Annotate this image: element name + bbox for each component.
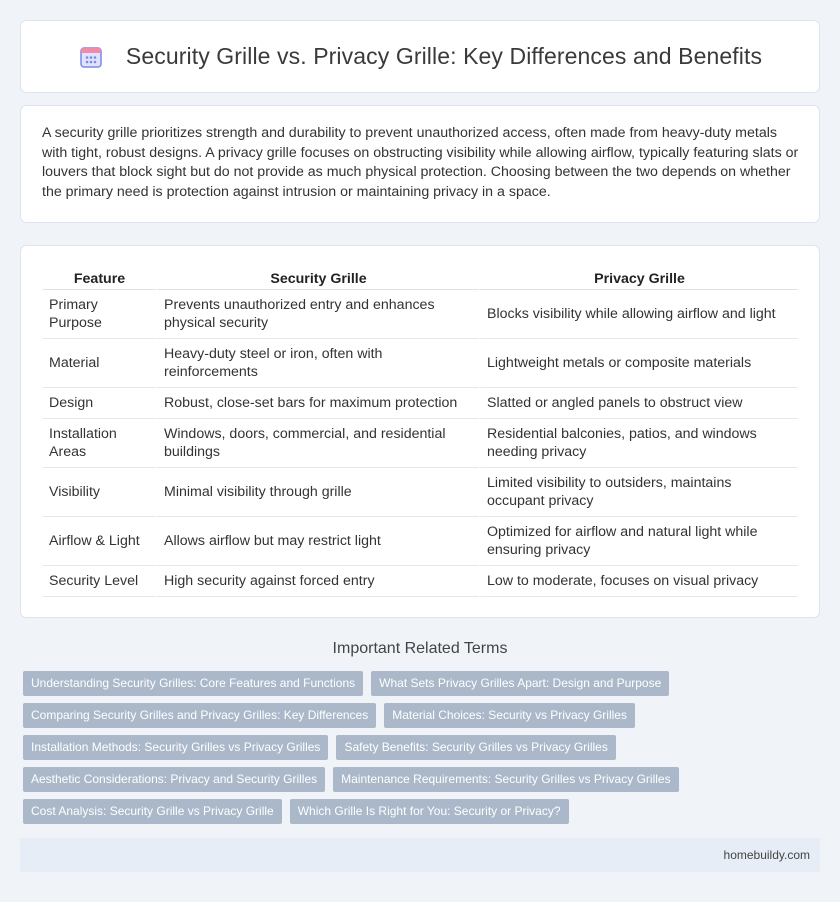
comparison-table <box>43 266 798 597</box>
feature-cell: Visibility <box>43 468 156 517</box>
table-row <box>43 290 798 339</box>
privacy-cell: Slatted or angled panels to obstruct view <box>479 388 798 419</box>
intro-paragraph: A security grille prioritizes strength and durability to prevent unauthorized access, often made from heavy-duty metals with tight, robust designs. A privacy grille focuses on obstructing visibility while allowing airflow, typically featuring slats or louvers that block sight but do not provide as much physical protection. Choosing between the two depends on whether the primary need is protection against intrusion or maintaining privacy in a space. <box>42 125 799 200</box>
security-cell: Windows, doors, commercial, and residential buildings <box>156 419 479 468</box>
title-card <box>20 20 820 93</box>
related-term-tag[interactable]: Maintenance Requirements: Security Grilles vs Privacy Grilles <box>333 767 678 792</box>
table-row <box>43 419 798 468</box>
security-cell: Robust, close-set bars for maximum protection <box>156 388 479 419</box>
related-term-tag[interactable]: Material Choices: Security vs Privacy Grilles <box>384 703 635 728</box>
privacy-cell: Lightweight metals or composite materials <box>479 339 798 388</box>
security-cell: High security against forced entry <box>156 566 479 597</box>
table-row <box>43 339 798 388</box>
privacy-cell: Residential balconies, patios, and windows needing privacy <box>479 419 798 468</box>
header-privacy-grille: Privacy Grille <box>479 266 798 290</box>
feature-cell: Material <box>43 339 156 388</box>
comparison-card <box>20 245 820 618</box>
security-cell: Minimal visibility through grille <box>156 468 479 517</box>
page-title: Security Grille vs. Privacy Grille: Key Differences and Benefits <box>125 43 763 69</box>
related-term-tag[interactable]: Installation Methods: Security Grilles vs Privacy Grilles <box>23 735 328 760</box>
table-row <box>43 388 798 419</box>
table-row <box>43 566 798 597</box>
footer <box>20 838 820 872</box>
related-term-tag[interactable]: Comparing Security Grilles and Privacy Grilles: Key Differences <box>23 703 376 728</box>
security-cell: Prevents unauthorized entry and enhances physical security <box>156 290 479 339</box>
feature-cell: Design <box>43 388 156 419</box>
privacy-cell: Limited visibility to outsiders, maintains occupant privacy <box>479 468 798 517</box>
privacy-cell: Optimized for airflow and natural light while ensuring privacy <box>479 517 798 566</box>
feature-cell: Primary Purpose <box>43 290 156 339</box>
related-term-tag[interactable]: What Sets Privacy Grilles Apart: Design and Purpose <box>371 671 669 696</box>
header-security-grille: Security Grille <box>156 266 479 290</box>
privacy-cell: Low to moderate, focuses on visual privacy <box>479 566 798 597</box>
feature-cell: Installation Areas <box>43 419 156 468</box>
header-feature: Feature <box>43 266 156 290</box>
intro-card <box>20 105 820 223</box>
related-term-tag[interactable]: Understanding Security Grilles: Core Features and Functions <box>23 671 363 696</box>
calendar-icon <box>78 44 104 70</box>
related-term-tag[interactable]: Aesthetic Considerations: Privacy and Security Grilles <box>23 767 325 792</box>
footer-site-link[interactable]: homebuildy.com <box>723 848 810 862</box>
table-row <box>43 517 798 566</box>
privacy-cell: Blocks visibility while allowing airflow and light <box>479 290 798 339</box>
table-header-row <box>43 266 798 290</box>
related-term-tag[interactable]: Safety Benefits: Security Grilles vs Privacy Grilles <box>336 735 615 760</box>
feature-cell: Airflow & Light <box>43 517 156 566</box>
table-row <box>43 468 798 517</box>
related-terms-title: Important Related Terms <box>332 640 508 657</box>
related-term-tag[interactable]: Which Grille Is Right for You: Security or Privacy? <box>290 799 569 824</box>
related-term-tag[interactable]: Cost Analysis: Security Grille vs Privacy Grille <box>23 799 282 824</box>
feature-cell: Security Level <box>43 566 156 597</box>
related-terms-list <box>23 671 823 831</box>
security-cell: Allows airflow but may restrict light <box>156 517 479 566</box>
security-cell: Heavy-duty steel or iron, often with reinforcements <box>156 339 479 388</box>
